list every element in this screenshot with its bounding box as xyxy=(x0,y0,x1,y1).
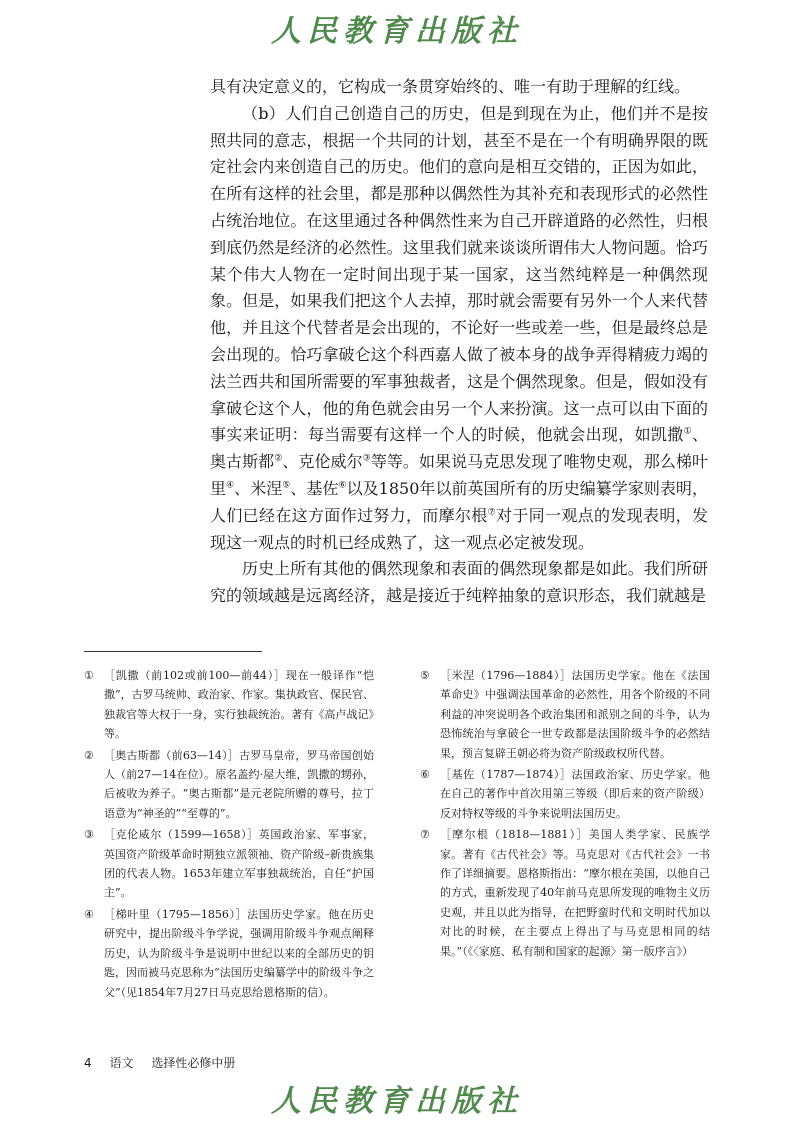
footnote-ref: ⑦ xyxy=(487,507,497,518)
footnote-number: ① xyxy=(84,669,94,682)
footnote-ref: ② xyxy=(274,453,283,464)
footnote-number: ⑦ xyxy=(420,828,430,842)
book-title: 选择性必修中册 xyxy=(151,1056,236,1070)
footnote-text: ［基佐（1787—1874）］法国政治家、历史学家。他在自己的著作中首次用第三等级（即后来的资产阶级）反对特权等级的斗争来说明法国历史。 xyxy=(440,768,710,820)
subject-label: 语文 xyxy=(109,1056,134,1070)
publisher-logo-header: 人民教育出版社 xyxy=(271,14,523,49)
footnote-text: ［克伦威尔（1599—1658）］英国政治家、军事家，英国资产阶级革命时期独立派领袖、资产阶级–新贵族集团的代表人物。1653年建立军事独裁统治，自任“护国主”。 xyxy=(104,828,374,900)
footnote-ref: ⑤ xyxy=(282,480,291,491)
footnote xyxy=(420,825,710,961)
text-run: 、米涅 xyxy=(234,478,283,498)
footnote-text: ［米涅（1796—1884）］法国历史学家。他在《法国革命史》中强调法国革命的必然性，用各个阶级的不同利益的冲突说明各个政治集团和派别之间的斗争，认为恐怖统治与拿破仑一世专政都是法国阶级斗争的必然结果，预言复辟王朝必将为资产阶级政权所代替。 xyxy=(440,669,710,760)
footnote xyxy=(84,746,374,824)
text-run: 以及1850年以前英国所有的历史编纂学家则表明，人们已经在这方面作过努力，而摩尔根 xyxy=(210,478,708,525)
publisher-logo-footer: 人民教育出版社 xyxy=(271,1084,523,1119)
footnote xyxy=(84,905,374,1002)
footnote-text: ［凯撒（前102或前100—前44）］现在一般译作“恺撒”，古罗马统帅、政治家、作家。集执政官、保民官、独裁官等大权于一身，实行独裁统治。著有《高卢战记》等。 xyxy=(104,669,374,741)
text-run: 、克伦威尔 xyxy=(282,452,363,472)
footnote-ref: ④ xyxy=(226,480,235,491)
footnotes-left-column xyxy=(84,666,374,1004)
page-number: 4 xyxy=(84,1056,92,1070)
footnote-number: ⑥ xyxy=(420,768,430,782)
paragraph: 历史上所有其他的偶然现象和表面的偶然现象都是如此。我们所研究的领域越是远离经济，越是接近于纯粹抽象的意识形态，我们就越是 xyxy=(210,559,708,606)
footnote xyxy=(84,666,374,744)
footnote-number: ② xyxy=(84,748,94,762)
page-footer xyxy=(84,1054,249,1071)
text-run: 、奥古斯都 xyxy=(210,425,708,472)
footnote-number: ③ xyxy=(84,828,94,842)
text-run: 等等。如果说马克思发现了唯物史观，那么梯叶里 xyxy=(210,452,708,498)
footnote-ref: ③ xyxy=(362,453,371,464)
text-run: 、基佐 xyxy=(290,478,339,498)
footnote-text: ［奥古斯都（前63—14）］古罗马皇帝，罗马帝国创始人（前27—14在位）。原名盖约·屋大维，凯撒的甥孙，后被收为养子。“奥古斯都”是元老院所赠的尊号，拉丁语意为“神圣的”“至尊的”。 xyxy=(104,748,374,820)
footnote xyxy=(84,825,374,903)
footnote-number: ⑤ xyxy=(420,669,430,682)
footnote-divider xyxy=(84,651,262,652)
footnote-number: ④ xyxy=(84,907,94,921)
main-text xyxy=(210,74,708,610)
footnote xyxy=(420,765,710,823)
footnote-ref: ⑥ xyxy=(338,480,347,491)
footnote-text: ［梯叶里（1795—1856）］法国历史学家。他在历史研究中，提出阶级斗争学说，强调用阶级斗争观点阐释历史，认为阶级斗争是说明中世纪以来的全部历史的钥匙，因而被马克思称为“法国历史编纂学中的阶级斗争之父”（见1854年7月27日马克思给恩格斯的信）。 xyxy=(104,907,374,999)
paragraph: 具有决定意义的，它构成一条贯穿始终的、唯一有助于理解的红线。 xyxy=(210,77,691,96)
text-run: （b）人们自己创造自己的历史，但是到现在为止，他们并不是按照共同的意志，根据一个共同的计划，甚至不是在一个有明确界限的既定社会内来创造自己的历史。他们的意向是相互交错的，正因为如此，在所有这样的社会里，都是那种以偶然性为其补充和表现形式的必然性占统治地位。在这里通过各种偶然性来为自己开辟道路的必然性，归根到底仍然是经济的必然性。这里我们就来谈谈所谓伟大人物问题。恰巧某个伟大人物在一定时间出现于某一国家，这当然纯粹是一种偶然现象。但是，如果我们把这个人去掉，那时就会需要有另外一个人来代替他，并且这个代替者是会出现的，不论好一些或差一些，但是最终总是会出现的。恰巧拿破仑这个科西嘉人做了被本身的战争弄得精疲力竭的法兰西共和国所需要的军事独裁者，这是个偶然现象。但是，假如没有拿破仑这个人，他的角色就会由另一个人来扮演。这一点可以由下面的事实来证明：每当需要有这样一个人的时候，他就会出现，如凯撒 xyxy=(210,103,708,445)
footnotes-right-column xyxy=(420,666,710,963)
footnote-ref: ① xyxy=(683,427,692,438)
text-run: 对于同一观点的发现表明，发现这一观点的时机已经成熟了，这一观点必定被发现。 xyxy=(210,505,708,552)
paragraph xyxy=(210,101,708,557)
footnote-text: ［摩尔根（1818—1881）］美国人类学家、民族学家。著有《古代社会》等。马克思对《古代社会》一书作了详细摘要。恩格斯指出：“摩尔根在美国，以他自己的方式，重新发现了40年前马克思所发现的唯物主义历史观，并且以此为指导，在把野蛮时代和文明时代加以对比的时候，在主要点上得出了与马克思相同的结果。”（《〈家庭、私有制和国家的起源〉第一版序言》） xyxy=(440,828,710,958)
footnote xyxy=(420,666,710,763)
